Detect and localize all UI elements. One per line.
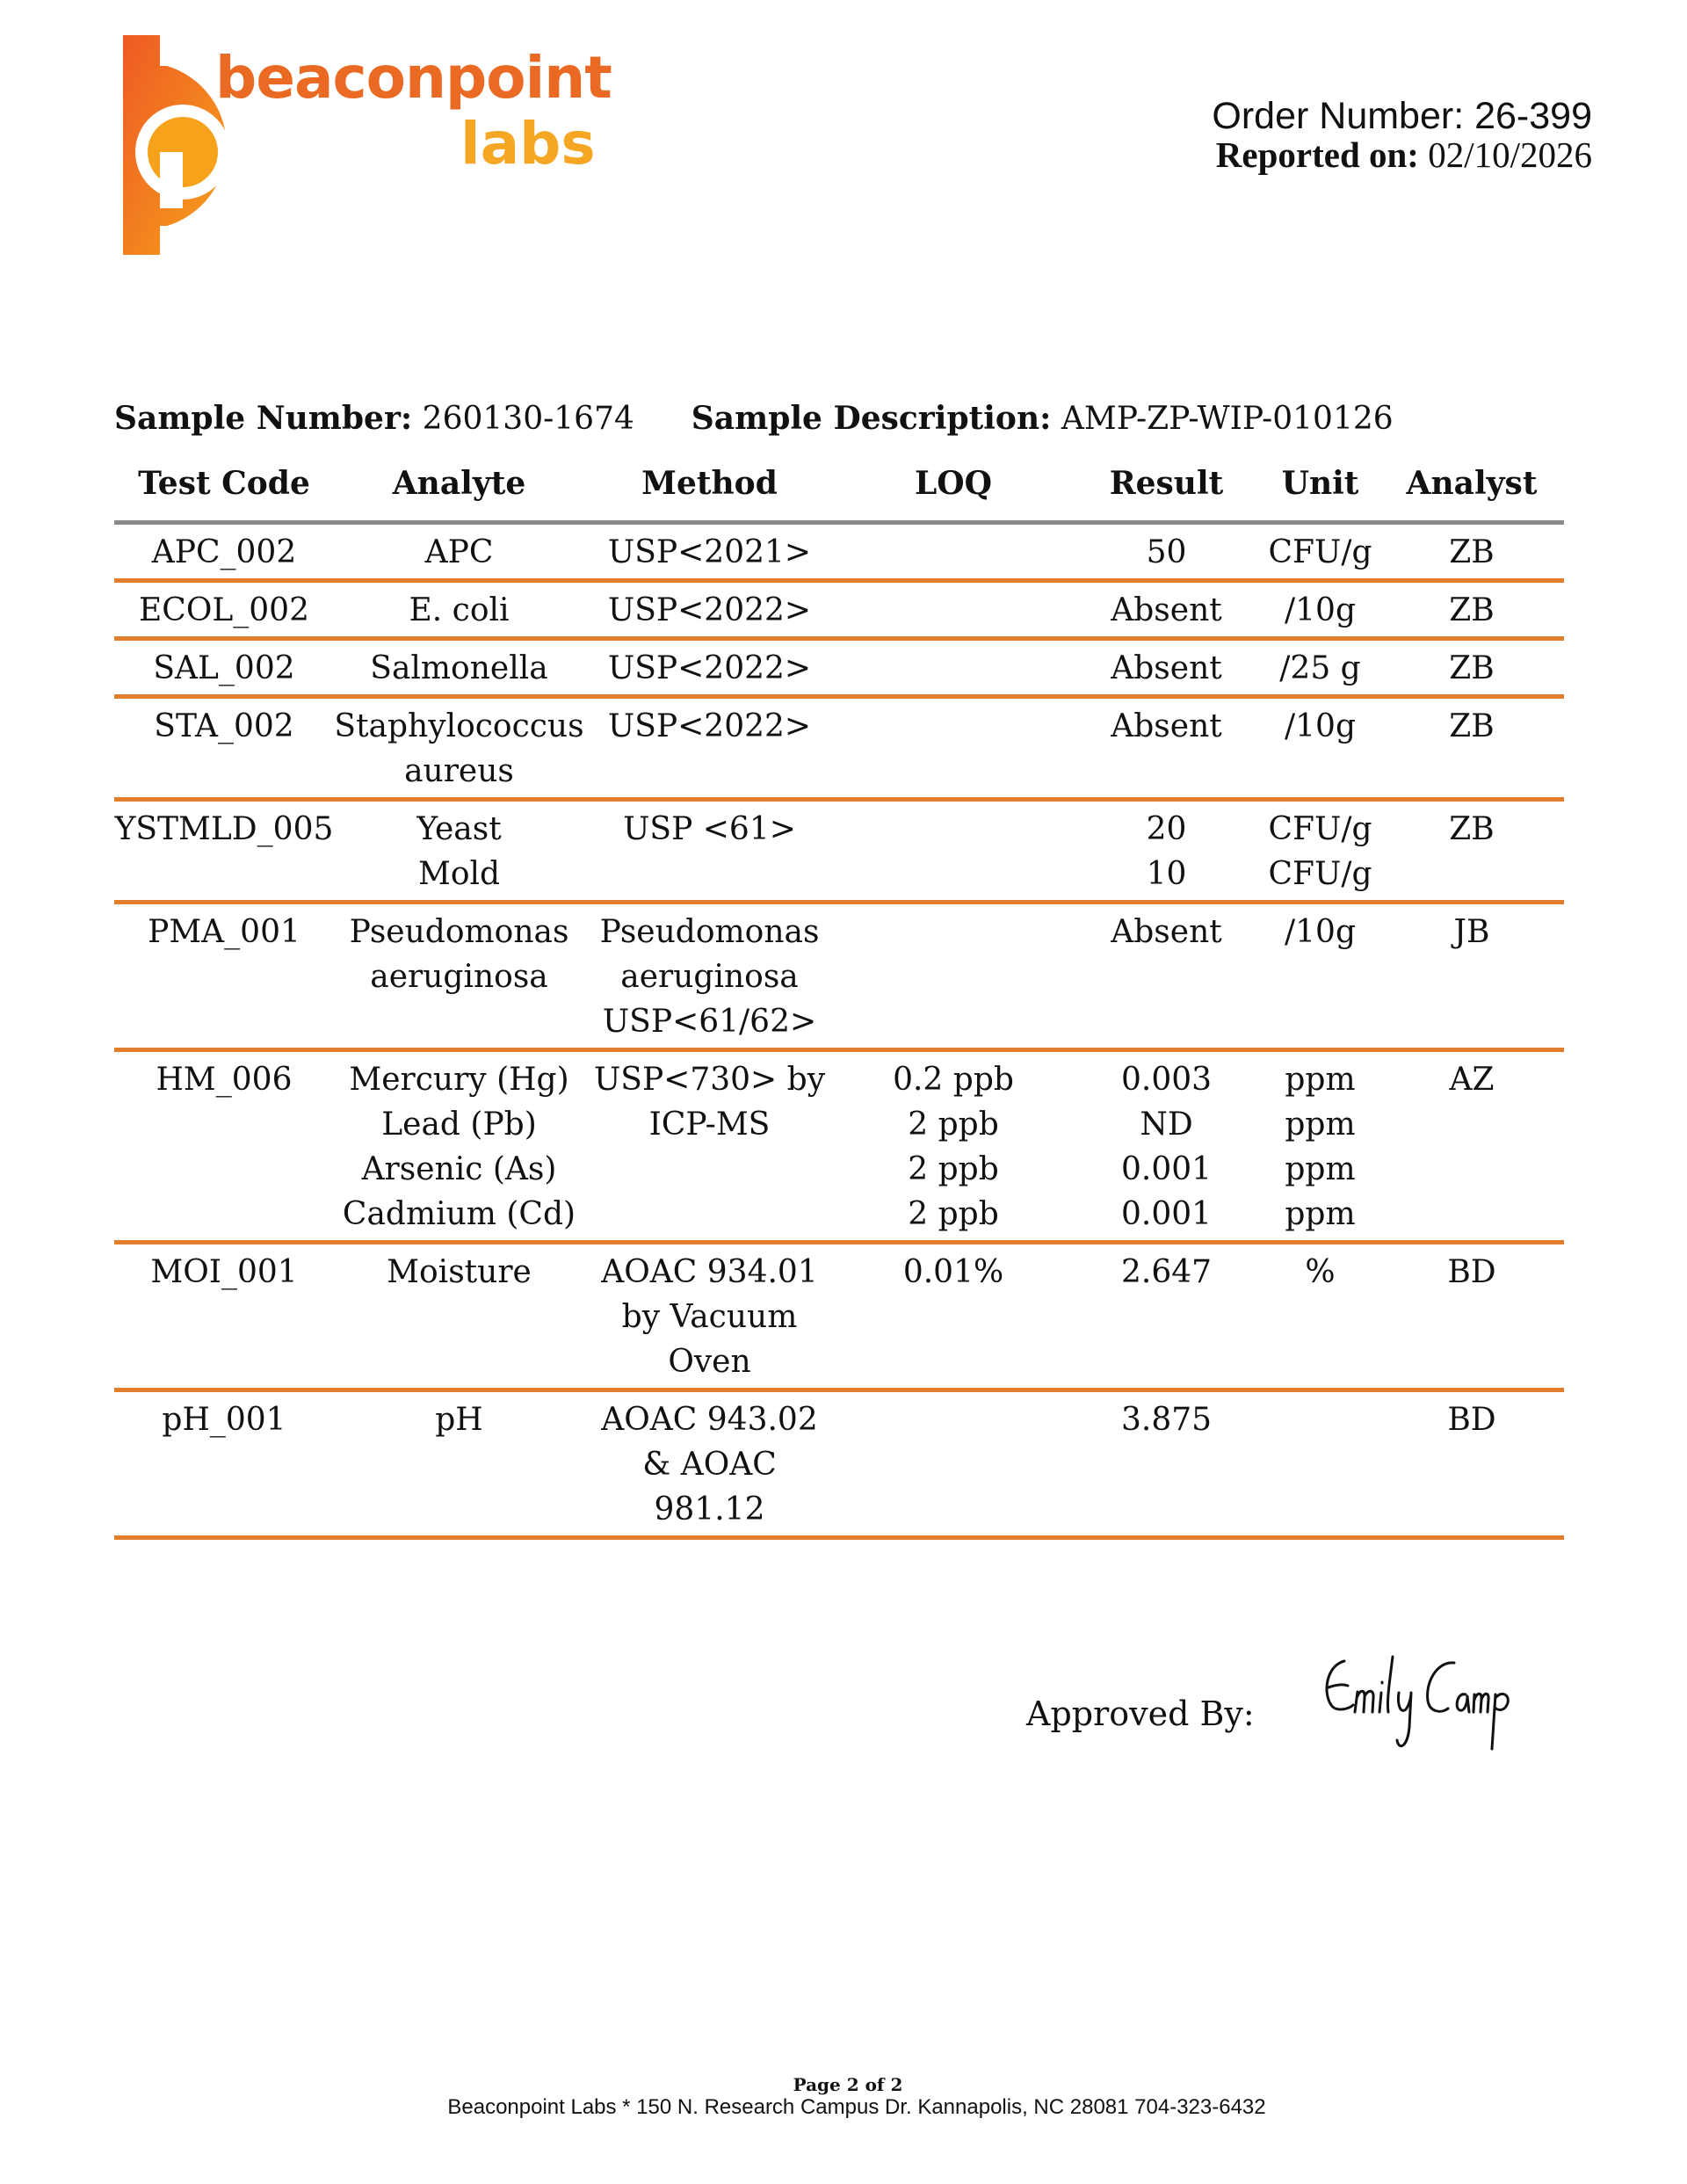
cell-line: Pseudomonas [599, 914, 820, 950]
cell-line: Mold [417, 856, 501, 892]
cell-line: 2 ppb [908, 1151, 999, 1187]
table-row [114, 800, 1564, 903]
loq-cell [835, 800, 1072, 903]
results-table [114, 464, 1564, 1540]
unit-cell [1261, 523, 1379, 581]
cell-line: 10 [1146, 856, 1187, 892]
column-header: Method [584, 464, 835, 523]
cell-line: ppm [1285, 1062, 1356, 1098]
test-code-cell: ECOL_002 [114, 581, 334, 639]
cell-line: USP<730> by [593, 1062, 826, 1098]
table-row [114, 581, 1564, 639]
cell-line: ppm [1285, 1196, 1356, 1232]
sample-number-label: Sample Number: [114, 400, 413, 437]
cell-line: aeruginosa [370, 959, 548, 995]
loq-cell [835, 903, 1072, 1050]
loq-cell [835, 697, 1072, 800]
loq-cell [835, 581, 1072, 639]
cell-line: USP <61> [623, 811, 796, 847]
analyte-cell [334, 1243, 584, 1390]
table-row [114, 523, 1564, 581]
cell-line: 0.2 ppb [893, 1062, 1014, 1098]
signature-image [1309, 1643, 1520, 1767]
cell-line: 981.12 [654, 1491, 765, 1527]
result-cell [1072, 639, 1261, 697]
cell-line: Lead (Pb) [381, 1107, 537, 1143]
column-header: LOQ [835, 464, 1072, 523]
analyst-cell: ZB [1379, 800, 1564, 903]
table-body [114, 523, 1564, 1538]
method-cell [584, 697, 835, 800]
cell-line: aeruginosa [620, 959, 799, 995]
cell-line: /10g [1285, 914, 1356, 950]
analyst-cell: BD [1379, 1390, 1564, 1538]
unit-cell [1261, 1390, 1379, 1538]
cell-line: 50 [1146, 534, 1187, 570]
table-row [114, 697, 1564, 800]
cell-line: 2 ppb [908, 1107, 999, 1143]
unit-cell [1261, 639, 1379, 697]
sample-description-label: Sample Description: [691, 400, 1052, 437]
cell-line: E. coli [409, 592, 510, 628]
test-code-cell: PMA_001 [114, 903, 334, 1050]
method-cell [584, 800, 835, 903]
analyst-cell: ZB [1379, 639, 1564, 697]
cell-line: /10g [1285, 592, 1356, 628]
cell-line: /25 g [1279, 650, 1361, 686]
cell-line: 0.001 [1120, 1196, 1213, 1232]
cell-line: AOAC 934.01 [601, 1254, 818, 1290]
analyst-cell: BD [1379, 1243, 1564, 1390]
unit-cell [1261, 800, 1379, 903]
test-code-cell: pH_001 [114, 1390, 334, 1538]
approved-by-label: Approved By: [1026, 1694, 1255, 1733]
cell-line: APC [424, 534, 494, 570]
cell-line: 0.003 [1120, 1062, 1213, 1098]
cell-line: Cadmium (Cd) [342, 1196, 576, 1232]
sample-info [114, 400, 1394, 437]
test-code-cell: APC_002 [114, 523, 334, 581]
column-header: Test Code [114, 464, 334, 523]
loq-cell [835, 639, 1072, 697]
analyte-cell [334, 800, 584, 903]
result-cell [1072, 697, 1261, 800]
reported-on [1216, 134, 1592, 176]
result-cell [1072, 903, 1261, 1050]
result-cell [1072, 800, 1261, 903]
table-row [114, 1390, 1564, 1538]
cell-line: 2.647 [1120, 1254, 1213, 1290]
method-cell [584, 581, 835, 639]
loq-cell [835, 1390, 1072, 1538]
cell-line: AOAC 943.02 [601, 1402, 818, 1438]
analyte-cell [334, 639, 584, 697]
result-cell [1072, 1390, 1261, 1538]
test-code-cell: SAL_002 [114, 639, 334, 697]
unit-cell [1261, 697, 1379, 800]
cell-line: CFU/g [1268, 811, 1372, 847]
unit-cell [1261, 903, 1379, 1050]
analyte-cell [334, 903, 584, 1050]
method-cell [584, 1390, 835, 1538]
brand-subname: labs [460, 110, 596, 178]
order-number: Order Number: 26-399 [1212, 95, 1592, 137]
cell-line: pH [435, 1402, 483, 1438]
test-code-cell: YSTMLD_005 [114, 800, 334, 903]
result-cell [1072, 581, 1261, 639]
cell-line: 2 ppb [908, 1196, 999, 1232]
column-header: Analyte [334, 464, 584, 523]
cell-line: ICP-MS [648, 1107, 771, 1143]
unit-cell [1261, 1243, 1379, 1390]
analyte-cell [334, 1050, 584, 1243]
table-header-row [114, 464, 1564, 523]
test-code-cell: MOI_001 [114, 1243, 334, 1390]
sample-description: AMP-ZP-WIP-010126 [1061, 401, 1394, 437]
column-header: Unit [1261, 464, 1379, 523]
cell-line: USP<61/62> [602, 1004, 817, 1040]
cell-line: 20 [1146, 811, 1187, 847]
cell-line: ppm [1285, 1107, 1356, 1143]
cell-line: Absent [1111, 592, 1222, 628]
method-cell [584, 1243, 835, 1390]
brand-name: beaconpoint [215, 44, 612, 112]
cell-line: USP<2021> [607, 534, 812, 570]
cell-line: Oven [668, 1344, 751, 1380]
analyst-cell: AZ [1379, 1050, 1564, 1243]
cell-line: by Vacuum [621, 1299, 798, 1335]
cell-line: Arsenic (As) [361, 1151, 557, 1187]
cell-line: Moisture [387, 1254, 532, 1290]
footer-address: Beaconpoint Labs * 150 N. Research Campus Dr. Kannapolis, NC 28081 704-323-6432 [447, 2095, 1266, 2119]
cell-line: Absent [1111, 650, 1222, 686]
loq-cell [835, 1050, 1072, 1243]
cell-line: Absent [1111, 708, 1222, 744]
analyst-cell: JB [1379, 903, 1564, 1050]
cell-line: USP<2022> [607, 708, 812, 744]
test-code-cell: HM_006 [114, 1050, 334, 1243]
cell-line: & AOAC [642, 1447, 777, 1483]
cell-line: Mercury (Hg) [349, 1062, 569, 1098]
result-cell [1072, 523, 1261, 581]
column-header: Analyst [1379, 464, 1564, 523]
analyst-cell: ZB [1379, 523, 1564, 581]
analyst-cell: ZB [1379, 581, 1564, 639]
analyst-cell: ZB [1379, 697, 1564, 800]
cell-line: 3.875 [1120, 1402, 1213, 1438]
cell-line: % [1305, 1254, 1336, 1290]
reported-label: Reported on: [1215, 134, 1419, 175]
cell-line: Yeast [416, 811, 502, 847]
method-cell [584, 639, 835, 697]
column-header: Result [1072, 464, 1261, 523]
method-cell [584, 523, 835, 581]
cell-line: ppm [1285, 1151, 1356, 1187]
page-number: Page 2 of 2 [793, 2074, 903, 2095]
cell-line: Salmonella [370, 650, 548, 686]
cell-line: ND [1140, 1107, 1193, 1143]
result-cell [1072, 1243, 1261, 1390]
table-row [114, 639, 1564, 697]
loq-cell [835, 523, 1072, 581]
method-cell [584, 1050, 835, 1243]
unit-cell [1261, 1050, 1379, 1243]
cell-line: USP<2022> [607, 650, 812, 686]
analyte-cell [334, 697, 584, 800]
cell-line: Pseudomonas [349, 914, 569, 950]
cell-line: 0.001 [1120, 1151, 1213, 1187]
reported-date: 02/10/2026 [1428, 134, 1592, 175]
unit-cell [1261, 581, 1379, 639]
result-cell [1072, 1050, 1261, 1243]
cell-line: USP<2022> [607, 592, 812, 628]
table-row [114, 1050, 1564, 1243]
sample-number: 260130-1674 [422, 401, 634, 437]
cell-line: /10g [1285, 708, 1356, 744]
table-row [114, 903, 1564, 1050]
cell-line: Staphylococcus [334, 708, 584, 744]
analyte-cell [334, 523, 584, 581]
method-cell [584, 903, 835, 1050]
test-code-cell: STA_002 [114, 697, 334, 800]
cell-line: 0.01% [902, 1254, 1004, 1290]
loq-cell [835, 1243, 1072, 1390]
cell-line: CFU/g [1268, 856, 1372, 892]
analyte-cell [334, 581, 584, 639]
cell-line: CFU/g [1268, 534, 1372, 570]
table-row [114, 1243, 1564, 1390]
analyte-cell [334, 1390, 584, 1538]
cell-line: aureus [404, 753, 514, 789]
cell-line: Absent [1111, 914, 1222, 950]
